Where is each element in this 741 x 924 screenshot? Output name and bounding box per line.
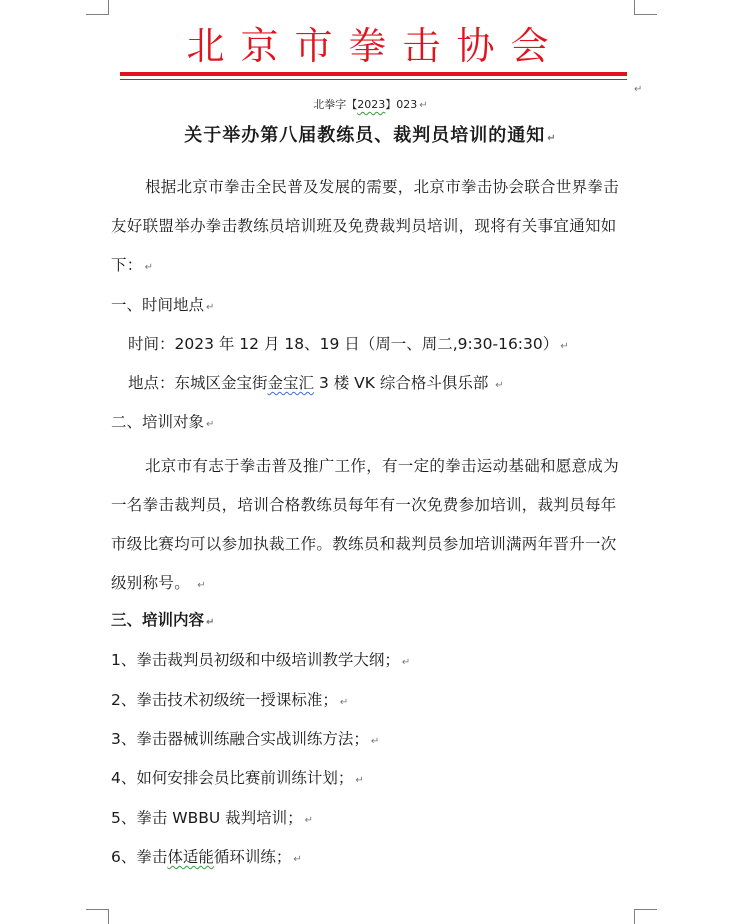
paragraph-mark: ↵ — [293, 854, 302, 865]
section1-time: 时间：2023 年 12 月 18、19 日（周一、周二,9:30-16:30） ↵ — [128, 335, 569, 353]
list-item: 3、拳击器械训练融合实战训练方法； ↵ — [111, 730, 380, 748]
crop-mark-top-right — [634, 0, 657, 15]
crop-mark-bottom-left — [86, 909, 109, 924]
paragraph-mark: ↵ — [355, 775, 364, 786]
intro-paragraph: 根据北京市拳击全民普及发展的需要，北京市拳击协会联合世界拳击友好联盟举办拳击教练员培训班及免费裁判员培训，现将有关事宜通知如下： ↵ — [111, 178, 620, 274]
list-item: 6、拳击体适能循环训练； ↵ — [111, 848, 302, 866]
document-number: 北拳字【2023】023 ↵ — [313, 98, 428, 111]
paragraph-mark: ↵ — [144, 262, 154, 273]
section1-place: 地点：东城区金宝街金宝汇 3 楼 VK 综合格斗俱乐部 ↵ — [128, 374, 504, 392]
section3-heading: 三、培训内容 ↵ — [111, 611, 215, 629]
list-item: 4、如何安排会员比赛前训练计划； ↵ — [111, 769, 364, 787]
crop-mark-top-left — [86, 0, 109, 15]
section2-heading: 二、培训对象 ↵ — [111, 413, 215, 431]
paragraph-mark: ↵ — [634, 84, 643, 95]
paragraph-mark: ↵ — [304, 815, 314, 826]
letterhead-rule-thin — [120, 79, 627, 80]
paragraph-mark: ↵ — [547, 133, 557, 144]
paragraph-mark: ↵ — [419, 100, 428, 111]
paragraph-mark: ↵ — [495, 380, 504, 391]
paragraph-mark: ↵ — [339, 697, 349, 708]
paragraph-mark: ↵ — [560, 341, 569, 352]
section1-heading: 一、时间地点 ↵ — [111, 296, 215, 314]
crop-mark-bottom-right — [634, 909, 657, 924]
list-item: 1、拳击裁判员初级和中级培训教学大纲； ↵ — [111, 651, 411, 669]
letterhead-rule-thick — [120, 72, 627, 76]
paragraph-mark: ↵ — [206, 617, 215, 628]
list-item: 5、拳击 WBBU 裁判培训； ↵ — [111, 809, 314, 827]
paragraph-mark: ↵ — [370, 736, 380, 747]
notice-title: 关于举办第八届教练员、裁判员培训的通知 ↵ — [184, 125, 557, 146]
paragraph-mark: ↵ — [206, 302, 215, 313]
paragraph-mark: ↵ — [197, 580, 206, 591]
paragraph-mark: ↵ — [206, 419, 215, 430]
section2-paragraph: 北京市有志于拳击普及推广工作，有一定的拳击运动基础和愿意成为一名拳击裁判员，培训合格教练员每年有一次免费参加培训，裁判员每年市级比赛均可以参加执裁工作。教练员和裁判员参加培训满两年晋升一次级别称号。 ↵ — [111, 457, 620, 592]
letterhead-org-name: 北京市拳击协会 — [186, 24, 565, 68]
list-item: 2、拳击技术初级统一授课标准； ↵ — [111, 691, 349, 709]
paragraph-mark: ↵ — [401, 657, 411, 668]
